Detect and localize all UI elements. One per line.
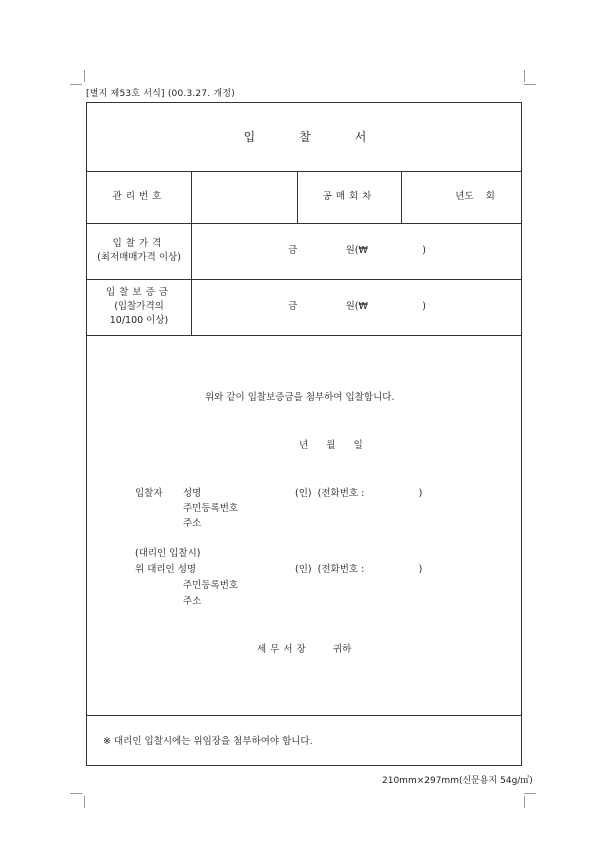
title-char-2: 찰 (299, 130, 311, 144)
rule-4 (87, 335, 521, 336)
management-number-label: 관리번호 (112, 191, 166, 202)
bid-price-label-main: 입찰가격 (112, 238, 166, 249)
crop-mark-bottom-right-v (524, 796, 525, 808)
title-char-1: 입 (243, 130, 256, 144)
agent-address-label: 주소 (183, 596, 202, 607)
bidder-address-label: 주소 (183, 518, 202, 529)
auction-round-value[interactable]: 년도 회 (455, 191, 495, 202)
agent-seal-phone[interactable]: (인) (전화번호 : ) (295, 564, 423, 575)
bid-deposit-value[interactable]: 금 원(₩ ) (288, 301, 426, 312)
date-line[interactable]: 년 월 일 (299, 440, 363, 451)
rule-5 (87, 715, 521, 716)
col-rule-c (401, 171, 402, 223)
agent-rrn-label: 주민등록번호 (183, 580, 239, 591)
crop-mark-bottom-left-v (84, 796, 85, 808)
bid-form-frame (86, 102, 522, 766)
crop-mark-top-left-h (70, 84, 82, 85)
bidder-seal-phone[interactable]: (인) (전화번호 : ) (295, 488, 423, 499)
agent-title: 위 대리인 성명 (135, 564, 197, 575)
crop-mark-bottom-right-h (524, 793, 536, 794)
bid-deposit-label-sub2: 10/100 이상) (109, 315, 169, 326)
crop-mark-bottom-left-h (70, 793, 82, 794)
agent-note: (대리인 입찰시) (135, 548, 201, 559)
addressee: 세무서장 (257, 644, 310, 655)
bid-price-label-sub: (최저매매가격 이상) (97, 252, 181, 263)
paper-spec: 210mm×297mm(신문용지 54g/㎡) (382, 776, 533, 786)
title-char-3: 서 (354, 130, 367, 144)
statement-text: 위와 같이 입찰보증금을 첨부하여 입찰합니다. (205, 392, 395, 403)
bidder-name-label: 성명 (183, 488, 202, 499)
honorific: 귀하 (333, 644, 352, 655)
bid-price-value[interactable]: 금 원(₩ ) (288, 245, 426, 256)
bid-price-label (87, 223, 191, 279)
crop-mark-top-right-h (524, 84, 536, 85)
bidder-title: 입찰자 (135, 488, 163, 499)
management-number-value[interactable] (191, 171, 297, 223)
bidder-rrn-label: 주민등록번호 (183, 503, 239, 514)
form-label: [별지 제53호 서식] (00.3.27. 개정) (86, 89, 235, 99)
bid-deposit-label-main: 입찰보증금 (106, 287, 172, 298)
bid-deposit-label-sub1: (입찰가격의 (114, 301, 164, 312)
crop-mark-top-left-v (84, 70, 85, 82)
crop-mark-top-right-v (524, 70, 525, 82)
auction-round-label: 공매회차 (322, 191, 376, 202)
form-title (87, 103, 523, 171)
bid-deposit-label (87, 279, 191, 335)
agent-notice: ※ 대리인 입찰시에는 위임장을 첨부하여야 합니다. (103, 736, 313, 747)
